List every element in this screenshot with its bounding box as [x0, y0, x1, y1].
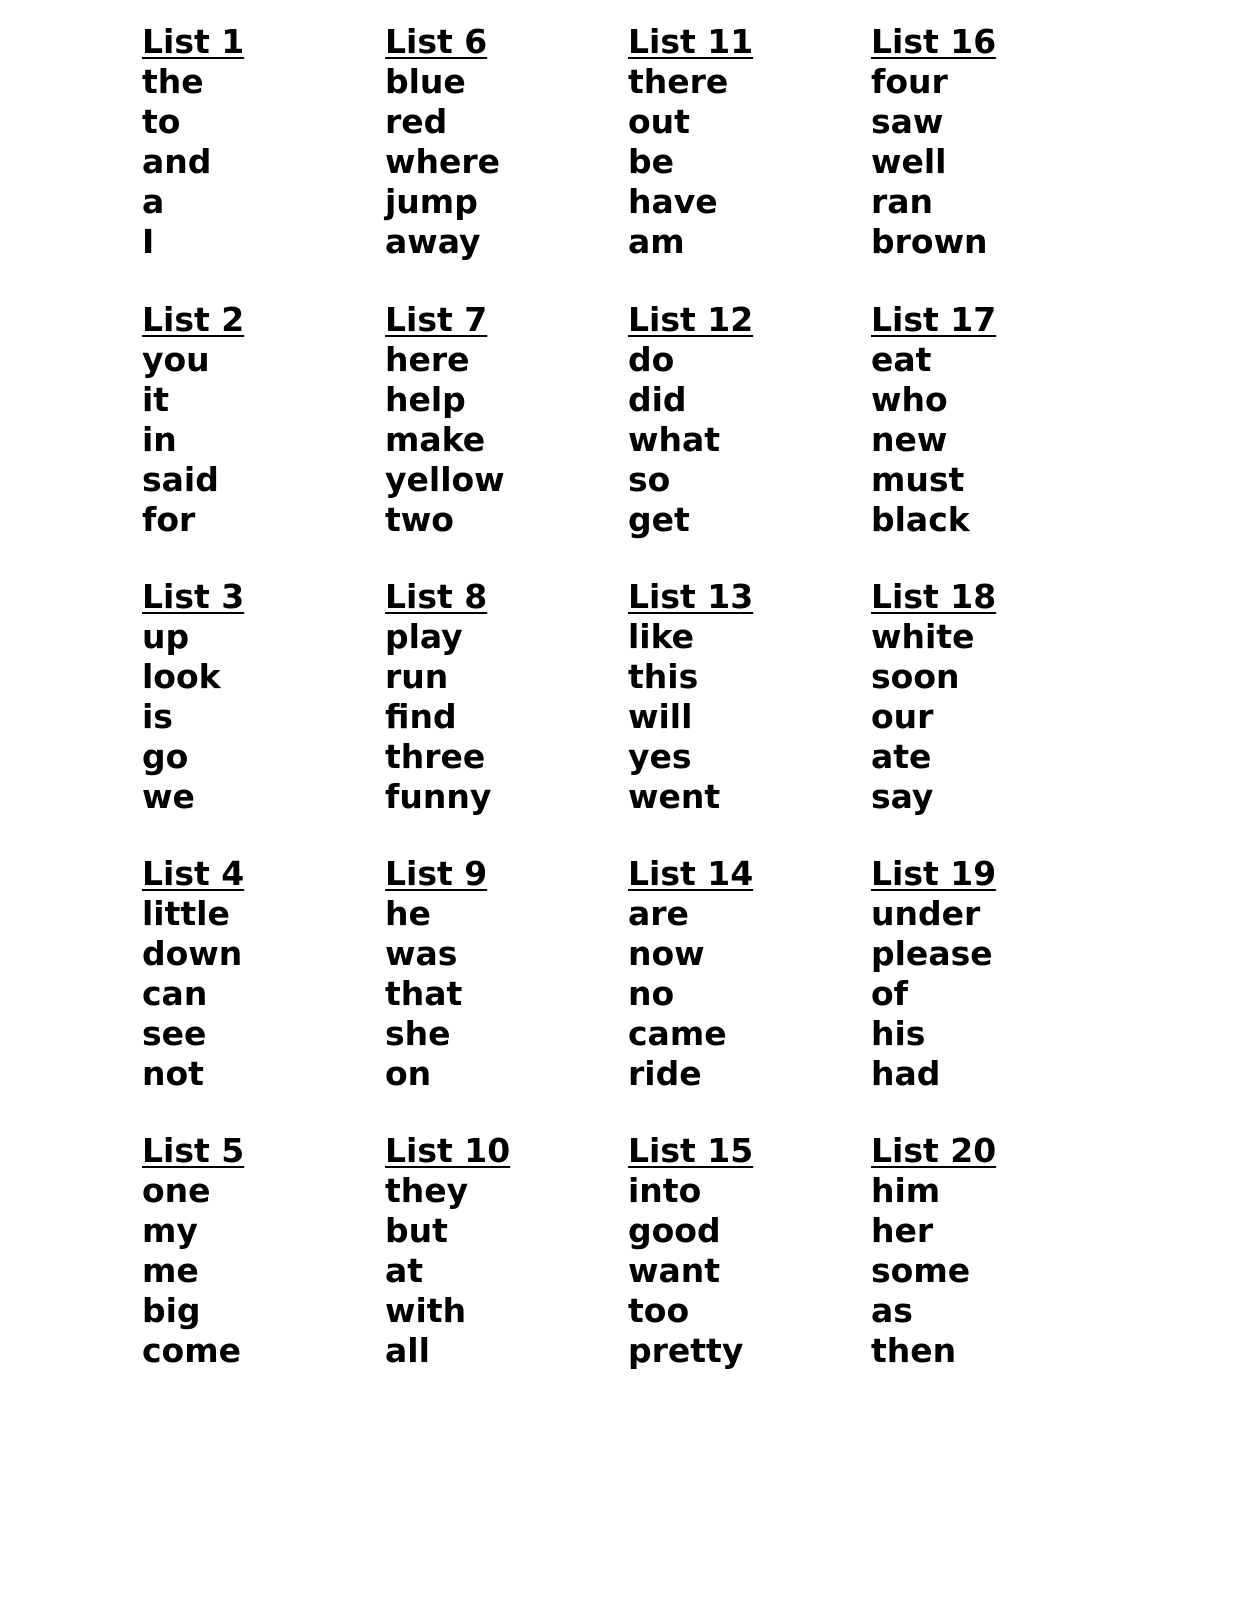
- list-word: run: [385, 657, 449, 696]
- list-title: List 18: [871, 577, 997, 616]
- list-word: say: [871, 777, 934, 816]
- word-list-10: [385, 1131, 605, 1371]
- list-word: we: [142, 777, 195, 816]
- list-word: big: [142, 1291, 201, 1330]
- list-title: List 10: [385, 1131, 511, 1170]
- list-word: make: [385, 420, 486, 459]
- word-list-15: [628, 1131, 848, 1371]
- list-word: three: [385, 737, 486, 776]
- list-word: come: [142, 1331, 241, 1370]
- list-word: do: [628, 340, 675, 379]
- list-word: eat: [871, 340, 932, 379]
- list-word: will: [628, 697, 693, 736]
- list-word: yes: [628, 737, 692, 776]
- list-word: soon: [871, 657, 960, 696]
- list-word: then: [871, 1331, 957, 1370]
- list-word: of: [871, 974, 909, 1013]
- list-word: look: [142, 657, 221, 696]
- list-word: under: [871, 894, 981, 933]
- word-list-1: [142, 22, 362, 262]
- list-word: me: [142, 1251, 199, 1290]
- list-word: is: [142, 697, 173, 736]
- list-word: some: [871, 1251, 971, 1290]
- list-word: go: [142, 737, 189, 776]
- list-word: her: [871, 1211, 934, 1250]
- list-word: so: [628, 460, 671, 499]
- list-word: up: [142, 617, 190, 656]
- word-list-8: [385, 577, 605, 817]
- list-word: are: [628, 894, 689, 933]
- list-word: came: [628, 1014, 727, 1053]
- word-list-17: [871, 300, 1091, 540]
- list-title: List 6: [385, 22, 488, 61]
- word-list-9: [385, 854, 605, 1094]
- list-word: ate: [871, 737, 932, 776]
- list-word: as: [871, 1291, 913, 1330]
- list-word: brown: [871, 222, 988, 261]
- list-word: where: [385, 142, 501, 181]
- list-word: here: [385, 340, 470, 379]
- word-list-6: [385, 22, 605, 262]
- list-title: List 4: [142, 854, 245, 893]
- list-word: two: [385, 500, 454, 539]
- list-title: List 15: [628, 1131, 754, 1170]
- list-word: ran: [871, 182, 934, 221]
- list-title: List 20: [871, 1131, 997, 1170]
- word-list-7: [385, 300, 605, 540]
- list-word: was: [385, 934, 458, 973]
- list-word: must: [871, 460, 965, 499]
- word-list-13: [628, 577, 848, 817]
- list-word: help: [385, 380, 466, 419]
- list-word: the: [142, 62, 204, 101]
- list-title: List 11: [628, 22, 754, 61]
- list-word: too: [628, 1291, 690, 1330]
- list-word: not: [142, 1054, 204, 1093]
- word-list-3: [142, 577, 362, 817]
- list-word: can: [142, 974, 208, 1013]
- list-word: but: [385, 1211, 448, 1250]
- word-list-12: [628, 300, 848, 540]
- list-word: one: [142, 1171, 211, 1210]
- word-list-4: [142, 854, 362, 1094]
- word-list-5: [142, 1131, 362, 1371]
- list-word: to: [142, 102, 181, 141]
- list-word: said: [142, 460, 219, 499]
- list-title: List 16: [871, 22, 997, 61]
- list-word: now: [628, 934, 705, 973]
- word-list-19: [871, 854, 1091, 1094]
- list-title: List 2: [142, 300, 245, 339]
- list-word: it: [142, 380, 170, 419]
- list-word: at: [385, 1251, 424, 1290]
- list-word: you: [142, 340, 210, 379]
- list-word: black: [871, 500, 970, 539]
- list-word: like: [628, 617, 695, 656]
- list-word: funny: [385, 777, 492, 816]
- list-word: did: [628, 380, 687, 419]
- list-word: into: [628, 1171, 702, 1210]
- list-title: List 14: [628, 854, 754, 893]
- list-word: him: [871, 1171, 941, 1210]
- list-word: for: [142, 500, 196, 539]
- list-word: our: [871, 697, 934, 736]
- word-list-16: [871, 22, 1091, 262]
- list-word: they: [385, 1171, 469, 1210]
- list-word: went: [628, 777, 721, 816]
- list-title: List 1: [142, 22, 245, 61]
- list-word: I: [142, 222, 155, 261]
- list-word: saw: [871, 102, 944, 141]
- list-word: what: [628, 420, 721, 459]
- list-word: yellow: [385, 460, 505, 499]
- list-word: this: [628, 657, 699, 696]
- list-word: ride: [628, 1054, 702, 1093]
- list-word: on: [385, 1054, 432, 1093]
- list-word: red: [385, 102, 448, 141]
- list-word: pretty: [628, 1331, 744, 1370]
- list-title: List 13: [628, 577, 754, 616]
- list-word: four: [871, 62, 948, 101]
- list-word: new: [871, 420, 948, 459]
- list-word: see: [142, 1014, 207, 1053]
- list-title: List 12: [628, 300, 754, 339]
- list-word: there: [628, 62, 729, 101]
- list-word: had: [871, 1054, 941, 1093]
- list-word: well: [871, 142, 947, 181]
- word-list-18: [871, 577, 1091, 817]
- list-title: List 19: [871, 854, 997, 893]
- list-word: am: [628, 222, 685, 261]
- list-title: List 7: [385, 300, 488, 339]
- list-word: and: [142, 142, 212, 181]
- list-title: List 5: [142, 1131, 245, 1170]
- list-word: play: [385, 617, 463, 656]
- list-word: my: [142, 1211, 198, 1250]
- list-title: List 17: [871, 300, 997, 339]
- list-word: want: [628, 1251, 721, 1290]
- word-list-2: [142, 300, 362, 540]
- list-word: blue: [385, 62, 466, 101]
- list-word: white: [871, 617, 975, 656]
- list-word: down: [142, 934, 243, 973]
- list-word: good: [628, 1211, 721, 1250]
- list-word: no: [628, 974, 675, 1013]
- list-title: List 3: [142, 577, 245, 616]
- list-word: she: [385, 1014, 451, 1053]
- list-word: in: [142, 420, 177, 459]
- list-word: he: [385, 894, 431, 933]
- list-word: a: [142, 182, 165, 221]
- word-list-11: [628, 22, 848, 262]
- list-word: with: [385, 1291, 467, 1330]
- list-word: that: [385, 974, 463, 1013]
- list-word: out: [628, 102, 690, 141]
- list-word: have: [628, 182, 718, 221]
- list-title: List 8: [385, 577, 488, 616]
- list-word: who: [871, 380, 948, 419]
- list-word: get: [628, 500, 690, 539]
- list-word: his: [871, 1014, 926, 1053]
- list-title: List 9: [385, 854, 488, 893]
- list-word: little: [142, 894, 230, 933]
- word-list-14: [628, 854, 848, 1094]
- list-word: all: [385, 1331, 430, 1370]
- list-word: please: [871, 934, 993, 973]
- list-word: away: [385, 222, 481, 261]
- word-list-20: [871, 1131, 1091, 1371]
- list-word: jump: [385, 182, 478, 221]
- list-word: find: [385, 697, 457, 736]
- list-word: be: [628, 142, 675, 181]
